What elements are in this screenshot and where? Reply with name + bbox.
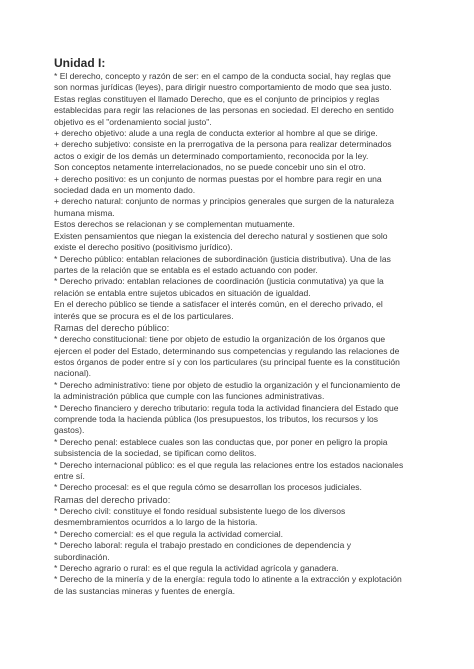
text-line: * El derecho, concepto y razón de ser: en el campo de la conducta social, hay reglas que [54, 71, 391, 81]
text-line: * Derecho internacional público: es el que regula las relaciones entre los estados nacionales [54, 459, 404, 470]
text-line: * Derecho agrario o rural: es el que regula la actividad agrícola y ganadera. [54, 563, 339, 574]
text-line: estos órganos de poder entre sí y con los particulares (su principal fuente es la constitución [54, 356, 400, 367]
section-heading: Ramas del derecho público: [54, 322, 170, 333]
text-line: nacional). [54, 368, 92, 379]
text-line: * derecho constitucional: tiene por objeto de estudio la organización de los órganos que [54, 334, 386, 345]
text-line: + derecho subjetivo: consiste en la prerrogativa de la persona para realizar determinados [54, 139, 392, 150]
text-line: sociedad dada en un momento dado. [54, 185, 196, 196]
text-line: subordinación. [54, 551, 110, 562]
text-line: humana misma. [54, 207, 115, 218]
text-line: * Derecho penal: establece cuales son las conductas que, por poner en peligro la propia [54, 436, 388, 447]
text-line: interés que se procura es el de los particulares. [54, 310, 234, 321]
text-line: Estos derechos se relacionan y se complementan mutuamente. [54, 219, 295, 230]
text-line: de las sustancias mineras y fuentes de energía. [54, 585, 236, 596]
text-line: subsistencia de la sociedad, se tipifican como delitos. [54, 448, 257, 459]
text-line: son normas jurídicas (leyes), para dirigir nuestro comportamiento de modo que sea justo. [54, 82, 392, 93]
document-title: Unidad I: [54, 56, 106, 70]
text-line: establecidas para regir las relaciones de las personas en sociedad. El derecho en sentido [54, 105, 394, 116]
text-line: En el derecho público se tiende a satisfacer el interés común, en el derecho privado, el [54, 299, 383, 310]
text-line: partes de la relación que se entabla es el estado actuando con poder. [54, 264, 318, 275]
text-line: Existen pensamientos que niegan la existencia del derecho natural y sostienen que solo [54, 230, 388, 241]
text-line: * Derecho público: entablan relaciones de subordinación (justicia distributiva). Una de las [54, 253, 391, 264]
document-body [54, 71, 424, 597]
text-line: + derecho positivo: es un conjunto de normas puestas por el hombre para regir en una [54, 173, 382, 184]
text-line: Estas reglas constituyen el llamado Derecho, que es el conjunto de principios y reglas [54, 93, 380, 104]
text-line: comprende toda la hacienda pública (los presupuestos, los tributos, los recursos y los [54, 413, 379, 424]
text-line: * Derecho procesal: es el que regula cómo se desarrollan los procesos judiciales. [54, 482, 362, 493]
text-line: * Derecho privado: entablan relaciones de coordinación (justicia conmutativa) ya que la [54, 276, 384, 287]
text-line: desmembramientos ocurridos a lo largo de la historia. [54, 517, 258, 528]
text-line: gastos). [54, 425, 85, 436]
text-line: * Derecho administrativo: tiene por objeto de estudio la organización y el funcionamiento de [54, 379, 401, 390]
text-line: * Derecho civil: constituye el fondo residual subsistente luego de los diversos [54, 506, 346, 517]
text-line: ejercen el poder del Estado, determinando sus competencias y regulando las relaciones de [54, 345, 400, 356]
text-line: relación se entabla entre sujetos ubicados en situación de igualdad. [54, 287, 311, 298]
section-heading: Ramas del derecho privado: [54, 494, 171, 505]
text-line: * Derecho laboral: regula el trabajo prestado en condiciones de dependencia y [54, 540, 351, 551]
text-line: * Derecho financiero y derecho tributario: regula toda la actividad financiera del Estado que [54, 402, 399, 413]
text-line: * Derecho de la minería y de la energía: regula todo lo atinente a la extracción y explotación [54, 574, 402, 585]
text-line: la administración pública que cumple con las funciones administrativas. [54, 391, 325, 402]
text-line: objetivo es el "ordenamiento social justo". [54, 116, 212, 127]
text-line: actos o exigir de los demás un determinado comportamiento, reconocida por la ley. [54, 150, 369, 161]
text-line: existe el derecho positivo (positivismo jurídico). [54, 242, 233, 253]
text-line: entre sí. [54, 471, 85, 482]
text-line: Son conceptos netamente interrelacionados, no se puede concebir uno sin el otro. [54, 162, 366, 173]
text-line: + derecho objetivo: alude a una regla de conducta exterior al hombre al que se dirige. [54, 128, 378, 139]
text-line: * Derecho comercial: es el que regula la actividad comercial. [54, 528, 283, 539]
text-line: + derecho natural: conjunto de normas y principios generales que surgen de la naturaleza [54, 196, 394, 207]
